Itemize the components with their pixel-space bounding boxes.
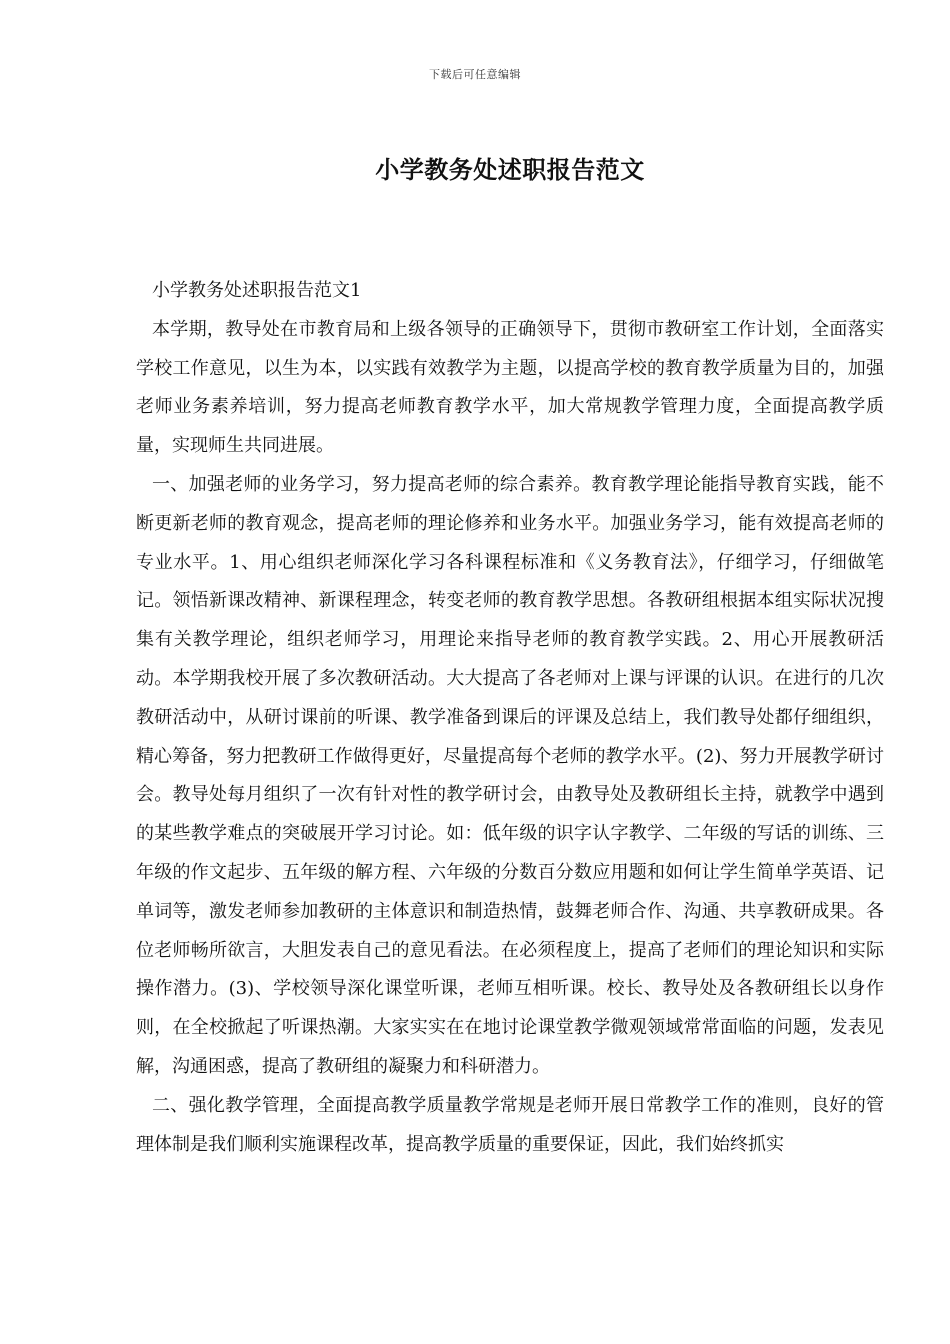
paragraph-intro: 本学期，教导处在市教育局和上级各领导的正确领导下，贯彻市教研室工作计划，全面落实学校工作意见，以生为本，以实践有效教学为主题，以提高学校的教育教学质量为目的，加强老师业务素养培训，努力提高老师教育教学水平，加大常规教学管理力度，全面提高教学质量，实现师生共同进展。 [136,318,884,457]
document-title: 小学教务处述职报告范文 [375,155,645,184]
paragraph-part-two: 二、强化教学管理，全面提高教学质量教学常规是老师开展日常教学工作的准则，良好的管理体制是我们顺利实施课程改革，提高教学质量的重要保证，因此，我们始终抓实 [136,1094,884,1155]
document-body [136,272,884,1164]
header-note: 下载后可任意编辑 [429,68,521,81]
paragraph-part-one: 一、加强老师的业务学习，努力提高老师的综合素养。教育教学理论能指导教育实践，能不断更新老师的教育观念，提高老师的理论修养和业务水平。加强业务学习，能有效提高老师的专业水平。1、用心组织老师深化学习各科课程标准和《义务教育法》，仔细学习，仔细做笔记。领悟新课改精神、新课程理念，转变老师的教育教学思想。各教研组根据本组实际状况搜集有关教学理论，组织老师学习，用理论来指导老师的教育教学实践。2、用心开展教研活动。本学期我校开展了多次教研活动。大大提高了各老师对上课与评课的认识。在进行的几次教研活动中，从研讨课前的听课、教学准备到课后的评课及总结上，我们教导处都仔细组织，精心筹备，努力把教研工作做得更好，尽量提高每个老师的教学水平。(2)、努力开展教学研讨会。教导处每月组织了一次有针对性的教学研讨会，由教导处及教研组长主持，就教学中遇到的某些教学难点的突破展开学习讨论。如：低年级的识字认字教学、二年级的写话的训练、三年级的作文起步、五年级的解方程、六年级的分数百分数应用题和如何让学生简单学英语、记单词等，激发老师参加教研的主体意识和制造热情，鼓舞老师合作、沟通、共享教研成果。各位老师畅所欲言，大胆发表自己的意见看法。在必须程度上，提高了老师们的理论知识和实际操作潜力。(3)、学校领导深化课堂听课，老师互相听课。校长、教导处及各教研组长以身作则，在全校掀起了听课热潮。大家实实在在地讨论课堂教学微观领域常常面临的问题，发表见解，沟通困惑，提高了教研组的凝聚力和科研潜力。 [136,473,884,1077]
section-heading: 小学教务处述职报告范文1 [152,280,362,301]
